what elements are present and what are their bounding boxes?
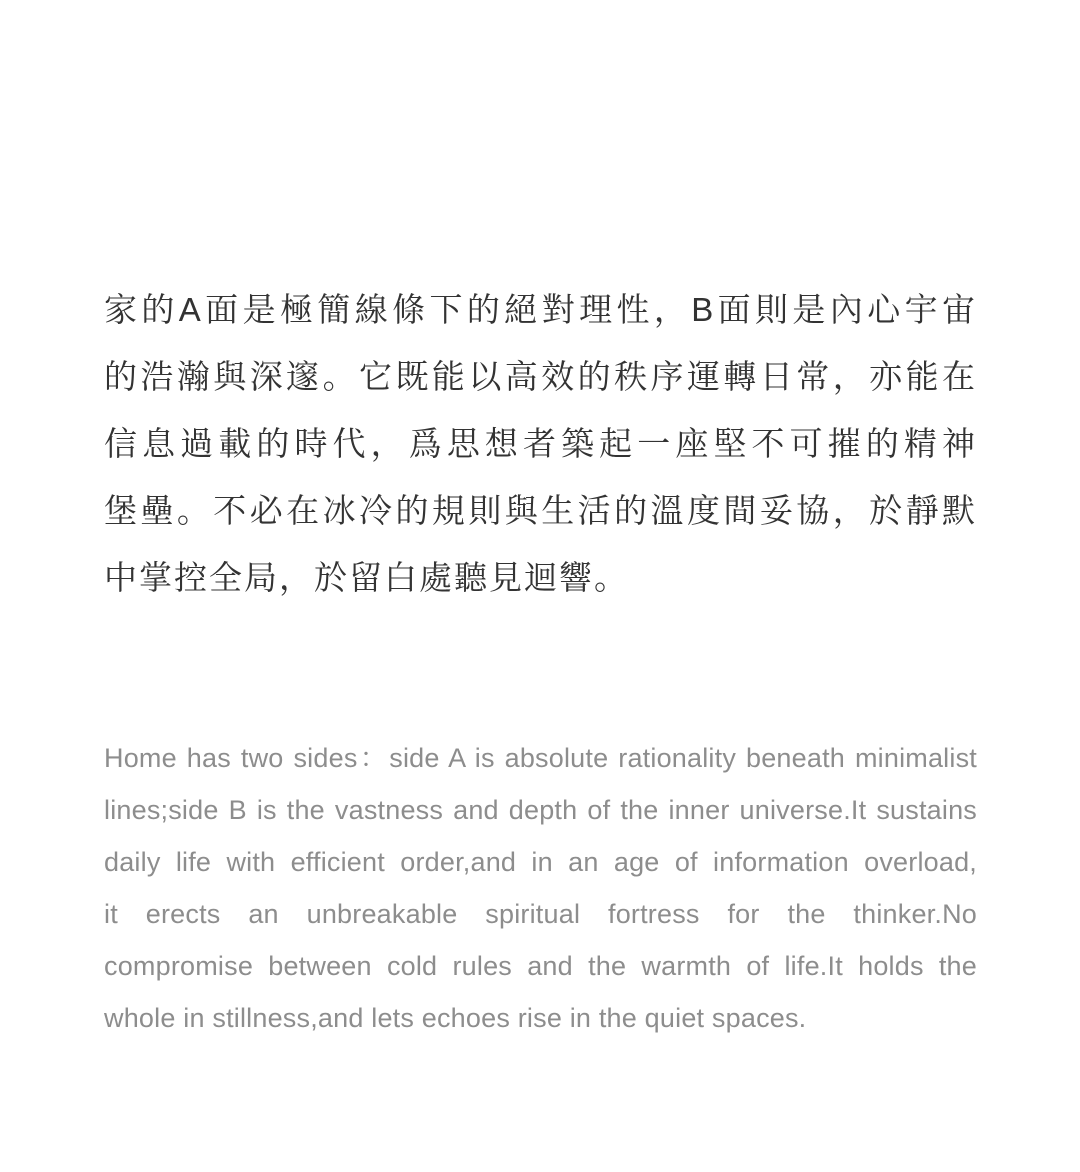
chinese-line: 的浩瀚與深邃。它既能以高效的秩序運轉日常，亦能在 (104, 358, 977, 395)
english-line: compromise between cold rules and the warmth of life.It holds the (104, 951, 977, 981)
chinese-line: 堡壘。不必在冰冷的規則與生活的溫度間妥協，於靜默 (104, 492, 977, 529)
chinese-line: 家的A面是極簡線條下的絕對理性，B面則是內心宇宙 (104, 291, 977, 328)
english-line: lines;side B is the vastness and depth of the inner universe.It sustains (104, 795, 977, 825)
english-line: it erects an unbreakable spiritual fortress for the thinker.No (104, 899, 977, 929)
chinese-line: 中掌控全局，於留白處聽見迴響。 (104, 559, 629, 596)
english-paragraph (104, 732, 977, 1044)
chinese-line: 信息過載的時代，爲思想者築起一座堅不可摧的精神 (104, 425, 977, 462)
chinese-paragraph (104, 276, 977, 611)
english-line: daily life with efficient order,and in an age of information overload, (104, 847, 977, 877)
english-line: whole in stillness,and lets echoes rise in the quiet spaces. (104, 1003, 807, 1033)
english-line: Home has two sides：side A is absolute rationality beneath minimalist (104, 743, 977, 773)
